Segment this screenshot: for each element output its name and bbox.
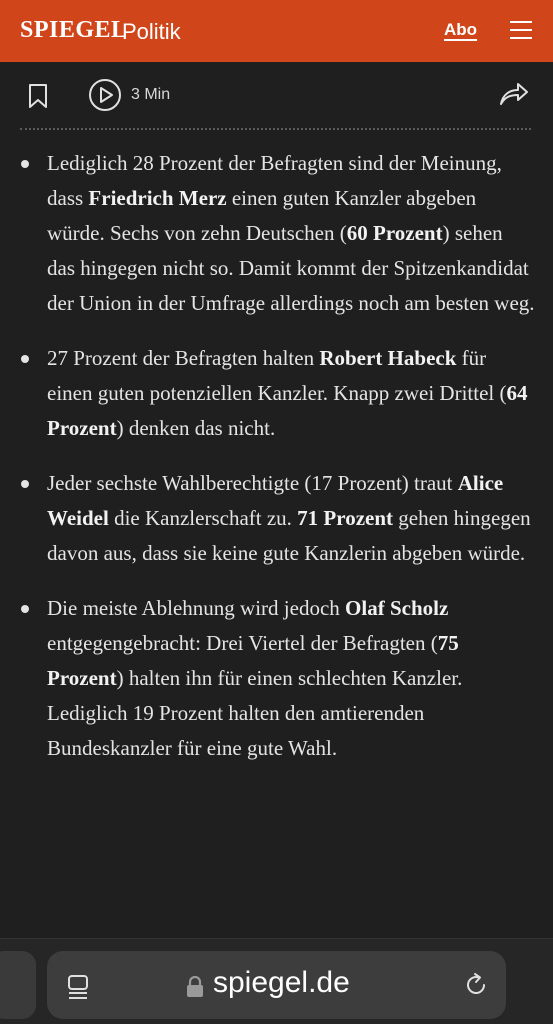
bullet-item	[0, 466, 553, 571]
bullet-highlight: Alice Weidel	[47, 471, 504, 530]
lock-icon	[185, 975, 205, 1004]
share-icon[interactable]	[499, 81, 529, 112]
read-time: 3 Min	[131, 86, 171, 103]
bullet-highlight: Friedrich Merz	[88, 186, 227, 210]
bullet-highlight: 71 Prozent	[297, 506, 394, 530]
bullet-item	[0, 146, 553, 321]
bullet-dot-icon	[21, 355, 29, 363]
bullet-item	[0, 341, 553, 446]
tabs-icon[interactable]	[66, 974, 92, 1005]
bullet-text: einen guten Kanzler abgeben würde. Sechs von zehn Deutschen (	[47, 186, 477, 245]
bullet-text: entgegengebracht: Drei Viertel der Befragten (	[47, 631, 438, 655]
bullet-highlight: 60 Prozent	[346, 221, 443, 245]
section-title[interactable]: Politik	[122, 19, 181, 44]
bullet-highlight: 75 Prozent	[47, 631, 459, 690]
bullet-highlight: Olaf Scholz	[345, 596, 449, 620]
spiegel-logo[interactable]: SPIEGEL	[20, 17, 128, 43]
bullet-dot-icon	[21, 160, 29, 168]
previous-tab-edge[interactable]	[0, 951, 36, 1019]
bookmark-icon[interactable]	[27, 83, 49, 114]
bullet-text: Jeder sechste Wahlberechtigte (17 Prozent) traut	[47, 471, 458, 495]
bullet-text: 27 Prozent der Befragten halten	[47, 346, 320, 370]
bullet-text: ) halten ihn für einen schlechten Kanzler. Lediglich 19 Prozent halten den amtierenden Bundeskanzler für eine gute Wahl.	[47, 666, 463, 760]
bullet-highlight: Robert Habeck	[319, 346, 457, 370]
address-bar[interactable]	[47, 951, 506, 1019]
bullet-text: ) sehen das hingegen nicht so. Damit kommt der Spitzenkandidat der Union in der Umfrage allerdings noch am besten weg.	[47, 221, 535, 315]
site-header	[0, 0, 553, 62]
bullet-text: ) denken das nicht.	[116, 416, 276, 440]
article-bullet-list	[0, 146, 553, 786]
bullet-text: für einen guten potenziellen Kanzler. Knapp zwei Drittel (	[47, 346, 507, 405]
bullet-text: gehen hingegen davon aus, dass sie keine gute Kanzlerin abgeben würde.	[47, 506, 531, 565]
bullet-text: Lediglich 28 Prozent der Befragten sind der Meinung, dass	[47, 151, 502, 210]
bullet-text: die Kanzlerschaft zu.	[108, 506, 298, 530]
play-icon[interactable]	[88, 78, 122, 117]
bullet-item	[0, 591, 553, 766]
divider	[20, 128, 531, 130]
bullet-dot-icon	[21, 480, 29, 488]
reload-icon[interactable]	[463, 972, 489, 1003]
article-toolbar	[0, 62, 553, 130]
bullet-text: Die meiste Ablehnung wird jedoch	[47, 596, 346, 620]
bullet-dot-icon	[21, 605, 29, 613]
bullet-highlight: 64 Prozent	[47, 381, 528, 440]
browser-bottom-bar	[0, 938, 553, 1024]
abo-link[interactable]: Abo	[444, 20, 478, 39]
url-text[interactable]: spiegel.de	[213, 966, 350, 999]
hamburger-menu-icon[interactable]	[510, 20, 532, 40]
